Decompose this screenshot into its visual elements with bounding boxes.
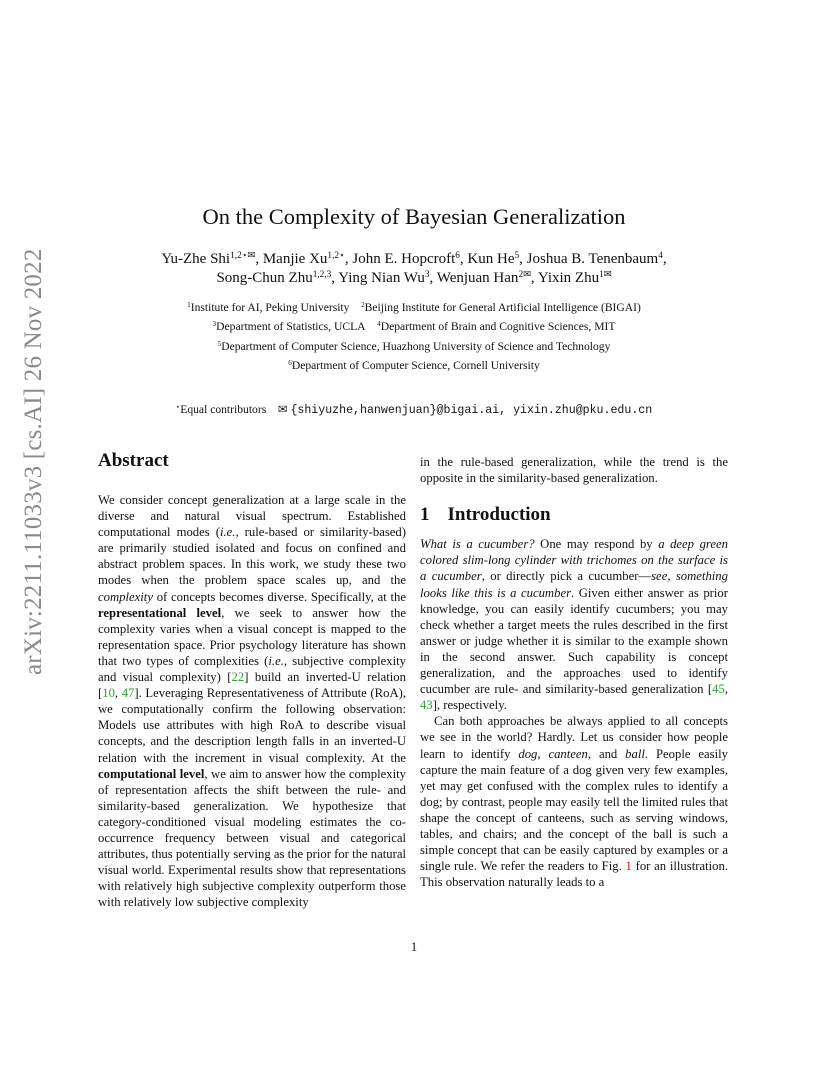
citation-link[interactable]: 22 <box>231 670 245 685</box>
page-number: 1 <box>410 940 418 954</box>
text: , <box>114 686 122 701</box>
affil-number: 3 <box>212 320 217 329</box>
affiliation-line <box>0 298 828 317</box>
envelope-icon: ✉ <box>277 403 288 416</box>
affil-number: 2 <box>361 301 365 310</box>
left-column <box>98 492 406 910</box>
text: , we aim to answer how the complexity of representation affects the shift between the rule- and similarity-based generalization. We hypothesize that category-conditioned visual modeling estimates the co-occurrence frequency between visual and categorical attributes, thus potentially serving as the prior for the natural visual world. Experimental results show that representations with relatively high subjective complexity outperform those with relatively low subjective complexity <box>98 766 406 910</box>
abstract-heading: Abstract <box>98 450 169 471</box>
affiliation-list <box>0 298 828 375</box>
affiliation: Department of Computer Science, Cornell University <box>291 358 540 372</box>
introduction-heading <box>420 504 728 526</box>
author-name: , Wenjuan Han <box>429 270 519 286</box>
author-separator: , <box>662 251 667 267</box>
author-affil-mark: 5 <box>514 250 520 261</box>
contact-emails: {shiyuzhe,hanwenjuan}@bigai.ai, yixin.zhu@pku.edu.cn <box>290 404 653 417</box>
author-name: , Manjie Xu <box>255 251 328 267</box>
text: for an illustration. This observation naturally leads to a <box>420 859 728 890</box>
text: Can both approaches be always applied to all concepts we see in the world? Hardly. Let us consider how people learn to identify <box>420 714 728 761</box>
author-affil-mark: 1,2⋆✉ <box>230 250 256 261</box>
section-title: Introduction <box>447 504 551 526</box>
author-affil-mark: 1,2,3 <box>312 269 332 280</box>
text: We consider concept generalization at a large scale in the diverse and natural visual spectrum. Established computational modes ( <box>98 493 406 540</box>
affil-number: 1 <box>187 301 191 310</box>
author-list <box>0 250 828 288</box>
text: i.e. <box>219 525 236 540</box>
affiliation-line <box>0 356 828 375</box>
citation-link[interactable]: 45 <box>712 682 725 697</box>
author-affil-mark: 1✉ <box>599 269 612 280</box>
text: see, something looks like this is a cucumber <box>420 569 728 600</box>
intro-paragraph-2 <box>420 713 728 890</box>
text: What is a cucumber? <box>420 537 535 552</box>
abstract-continued: in the rule-based generalization, while the trend is the opposite in the similarity-based generalization. <box>420 455 728 486</box>
arxiv-identifier: arXiv:2211.11033v3 [cs.AI] 26 Nov 2022 <box>20 248 47 675</box>
author-affil-mark: 2✉ <box>518 269 531 280</box>
text: , and <box>587 746 626 761</box>
author-affil-mark: 3 <box>424 269 430 280</box>
author-affil-mark: 4 <box>658 250 663 261</box>
author-line-2 <box>0 269 828 288</box>
right-column <box>420 454 728 890</box>
citation-link[interactable]: 43 <box>420 698 433 713</box>
text: of concepts becomes diverse. Specifically, at the <box>152 589 406 604</box>
affiliation: Department of Brain and Cognitive Sciences, MIT <box>380 320 616 334</box>
contributor-note <box>0 402 828 417</box>
author-affil-mark: 6 <box>455 250 460 261</box>
text: canteen <box>548 746 588 761</box>
affiliation: Department of Statistics, UCLA <box>216 320 366 334</box>
text: . Given either answer as prior knowledge, you can easily identify cucumbers; you may check whether a target meets the rules described in the first answer or judge whether it is similar to the example shown in the second answer. Such capability is concept generalization, and the approaches used to identify cucumber are rule- and similarity-based generalization [ <box>420 585 728 697</box>
text: , rule-based or similarity-based) are primarily studied isolated and focus on confined and abstract problem spaces. In this work, we study these two modes when the problem space scales up, and the <box>98 525 406 588</box>
abstract-body <box>98 492 406 910</box>
citation-link[interactable]: 47 <box>121 686 135 701</box>
text: a deep green colored slim-long cylinder with trichomes on the surface is a cucumber <box>420 537 728 584</box>
text: i.e. <box>268 653 284 668</box>
intro-paragraph-1 <box>420 536 728 713</box>
affil-number: 4 <box>377 320 381 329</box>
text: representational level <box>98 605 222 620</box>
affiliation-line <box>0 317 828 336</box>
text: dog <box>518 746 538 761</box>
author-name: , Joshua B. Tenenbaum <box>519 251 659 267</box>
citation-link[interactable]: 10 <box>102 686 115 701</box>
author-name: , Kun He <box>459 251 515 267</box>
text: ]. Leveraging Representativeness of Attribute (RoA), we computationally confirm the following observation: Models use attributes with high RoA to describe visual concepts, and the description length falls in an inverted-U relation with the increment in visual complexity. At the <box>98 686 406 765</box>
author-name: Yu-Zhe Shi <box>161 251 231 267</box>
affiliation-line <box>0 337 828 356</box>
affil-number: 5 <box>217 339 222 348</box>
section-number: 1 <box>420 504 430 526</box>
text: One may respond by <box>534 537 659 552</box>
author-name: Song-Chun Zhu <box>216 270 313 286</box>
affiliation: Institute for AI, Peking University <box>190 301 350 314</box>
text: ], respectively. <box>432 698 507 713</box>
text: . People easily capture the main feature of a dog given very few examples, yet may get confused with the complex rules to identify a dog; by contrast, people may easily tell the limited rules that shape the concept of canteens, such as serving windows, tables, and chairs; and the concept of the ball is such a simple concept that can be easily captured by examples or a single rule. We refer the readers to Fig. <box>420 746 728 874</box>
text: ball <box>625 746 645 761</box>
affiliation: Department of Computer Science, Huazhong University of Science and Technology <box>221 339 611 353</box>
text: , or directly pick a cucumber— <box>481 569 652 584</box>
text: ] build an inverted-U relation [ <box>98 670 406 701</box>
author-name: , John E. Hopcroft <box>344 251 456 267</box>
author-name: , Yixin Zhu <box>530 270 600 286</box>
author-line-1 <box>0 250 828 269</box>
text: , <box>537 746 549 761</box>
paper-title: On the Complexity of Bayesian Generalization <box>202 204 626 229</box>
text: computational level <box>98 766 205 781</box>
star-icon: ⋆ <box>175 403 181 412</box>
affil-number: 6 <box>288 358 292 367</box>
text: , we seek to answer how the complexity varies when a visual concept is mapped to the representation space. Prior psychology literature has shown that two types of complexities ( <box>98 605 406 668</box>
author-affil-mark: 1,2⋆ <box>327 250 345 261</box>
affiliation: Beijing Institute for General Artificial Intelligence (BIGAI) <box>364 301 641 314</box>
text: complexity <box>98 589 153 604</box>
equal-contributors-label: Equal contributors <box>180 403 267 416</box>
figure-link[interactable]: 1 <box>625 859 632 874</box>
author-name: , Ying Nian Wu <box>331 270 425 286</box>
text: , subjective complexity and visual complexity) [ <box>98 653 406 685</box>
text: , <box>724 682 728 697</box>
